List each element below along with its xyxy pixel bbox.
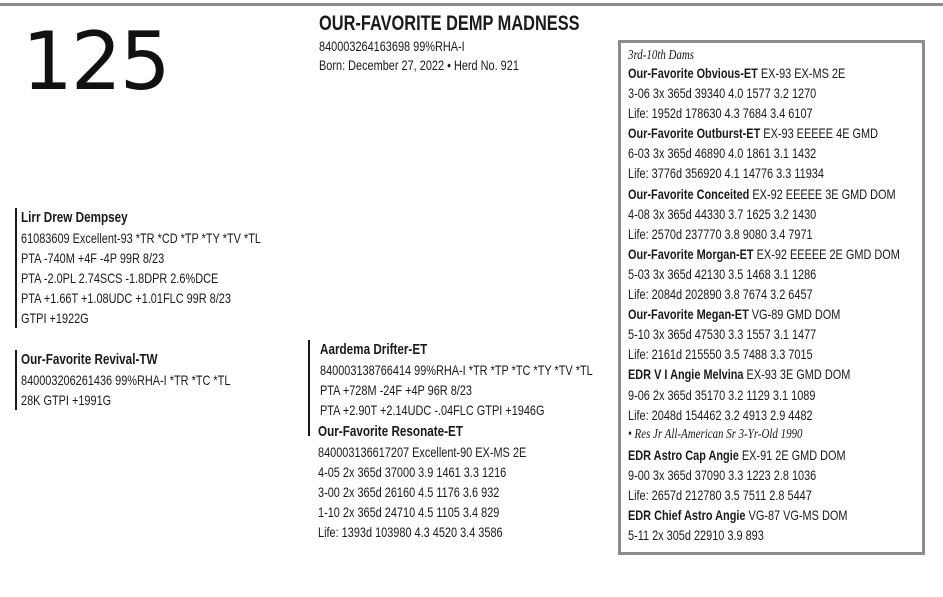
dam-entry-record: 3-06 3x 365d 39340 4.0 1577 3.2 1270 <box>628 85 817 102</box>
dam-entry <box>628 445 857 505</box>
dam-entry <box>628 364 857 444</box>
sire-block <box>15 208 329 328</box>
dams-box-header: 3rd-10th Dams <box>628 48 695 63</box>
maternal-grandsire-line: 840003138766414 99%RHA-I *TR *TP *TC *TY *TV *TL <box>320 362 593 378</box>
dam-entry-classification: EX-93 EX-MS 2E <box>757 65 846 81</box>
dam-entry-record: Life: 1952d 178630 4.3 7684 3.4 6107 <box>628 105 813 122</box>
dam-entry-name: Our-Favorite Outburst-ET <box>628 125 761 142</box>
sire-line: GTPI +1922G <box>21 310 89 326</box>
maternal-granddam-line: 3-00 2x 365d 26160 4.5 1176 3.6 932 <box>318 484 500 500</box>
dam-entry-record: 5-03 3x 365d 42130 3.5 1468 3.1 1286 <box>628 265 817 282</box>
dam-entry-name: EDR Astro Cap Angie <box>628 446 739 463</box>
dam-entry-classification: EX-92 EEEEE 3E GMD DOM <box>749 185 896 202</box>
dam-entry-name: Our-Favorite Megan-ET <box>628 306 749 323</box>
animal-title: OUR-FAVORITE DEMP MADNESS <box>319 12 580 35</box>
dam-entry-record: Life: 2048d 154462 3.2 4913 2.9 4482 <box>628 406 813 423</box>
sire-name: Lirr Drew Dempsey <box>21 209 128 226</box>
dam-entry <box>628 505 857 545</box>
dam-entry <box>628 123 879 183</box>
dam-entry-record: 9-00 3x 365d 37090 3.3 1223 2.8 1036 <box>628 466 817 483</box>
dam-entry-classification: EX-92 EEEEE 2E GMD DOM <box>753 245 900 262</box>
maternal-granddam-line: 840003136617207 Excellent-90 EX-MS 2E <box>318 444 527 460</box>
dams-box <box>618 40 925 555</box>
maternal-grandsire-line: PTA +728M -24F +4P 96R 8/23 <box>320 382 472 398</box>
sire-line: PTA -740M +4F -4P 99R 8/23 <box>21 250 165 266</box>
dam-entry-classification: EX-91 2E GMD DOM <box>738 446 846 463</box>
dam-entry <box>628 184 896 244</box>
maternal-granddam-name: Our-Favorite Resonate-ET <box>318 423 463 440</box>
dam-block <box>15 350 290 410</box>
dam-entry-classification: EX-93 3E GMD DOM <box>743 366 851 383</box>
dam-entry <box>628 63 857 123</box>
dam-entry <box>628 304 857 364</box>
maternal-granddam-line: Life: 1393d 103980 4.3 4520 3.4 3586 <box>318 524 503 540</box>
maternal-grandsire-line: PTA +2.90T +2.14UDC -.04FLC GTPI +1946G <box>320 402 545 418</box>
maternal-grandsire-name: Aardema Drifter-ET <box>320 341 428 358</box>
dam-entry-name: EDR V I Angie Melvina <box>628 366 744 383</box>
animal-registration: 840003264163698 99%RHA-I <box>319 38 465 54</box>
dam-entry-record: 6-03 3x 365d 46890 4.0 1861 3.1 1432 <box>628 145 817 162</box>
dam-entry-record: 5-10 3x 365d 47530 3.3 1557 3.1 1477 <box>628 326 817 343</box>
dam-entry-record: Life: 2084d 202890 3.8 7674 3.2 6457 <box>628 286 813 303</box>
dam-line: 840003206261436 99%RHA-I *TR *TC *TL <box>21 372 231 388</box>
lot-number: 125 <box>22 15 169 108</box>
dam-entry-name: Our-Favorite Conceited <box>628 185 750 202</box>
dam-name: Our-Favorite Revival-TW <box>21 351 158 368</box>
dam-line: 28K GTPI +1991G <box>21 392 112 408</box>
maternal-granddam-line: 4-05 2x 365d 37000 3.9 1461 3.3 1216 <box>318 464 507 480</box>
sire-line: 61083609 Excellent-93 *TR *CD *TP *TY *TV *TL <box>21 230 261 246</box>
dam-entry-name: EDR Chief Astro Angie <box>628 507 746 524</box>
sire-line: PTA +1.66T +1.08UDC +1.01FLC 99R 8/23 <box>21 290 231 306</box>
dam-entry-record: 9-06 2x 365d 35170 3.2 1129 3.1 1089 <box>628 386 816 403</box>
dam-entry-classification: VG-87 VG-MS DOM <box>745 507 848 524</box>
dam-entry-record: Life: 2161d 215550 3.5 7488 3.3 7015 <box>628 346 813 363</box>
dam-entry-name: Our-Favorite Morgan-ET <box>628 245 754 262</box>
dam-entry-record: 5-11 2x 305d 22910 3.9 893 <box>628 527 764 544</box>
dam-entry-classification: VG-89 GMD DOM <box>748 306 841 323</box>
dam-entry-name: Our-Favorite Obvious-ET <box>628 65 758 81</box>
maternal-granddam-block <box>318 422 585 542</box>
dam-entry <box>628 244 900 304</box>
dam-entry-record: 4-08 3x 365d 44330 3.7 1625 3.2 1430 <box>628 205 817 222</box>
dam-entry-classification: EX-93 EEEEE 4E GMD <box>760 125 879 142</box>
maternal-granddam-line: 1-10 2x 365d 24710 4.5 1105 3.4 829 <box>318 504 500 520</box>
dam-entry-award-note: • Res Jr All-American Sr 3-Yr-Old 1990 <box>628 426 803 442</box>
animal-birth-info: Born: December 27, 2022 • Herd No. 921 <box>319 57 519 73</box>
dam-entry-record: Life: 2657d 212780 3.5 7511 2.8 5447 <box>628 486 812 503</box>
sire-line: PTA -2.0PL 2.74SCS -1.8DPR 2.6%DCE <box>21 270 219 286</box>
dam-entry-record: Life: 3776d 356920 4.1 14776 3.3 11934 <box>628 165 824 182</box>
dam-entry-record: Life: 2570d 237770 3.8 9080 3.4 7971 <box>628 225 813 242</box>
top-rule <box>0 3 943 6</box>
